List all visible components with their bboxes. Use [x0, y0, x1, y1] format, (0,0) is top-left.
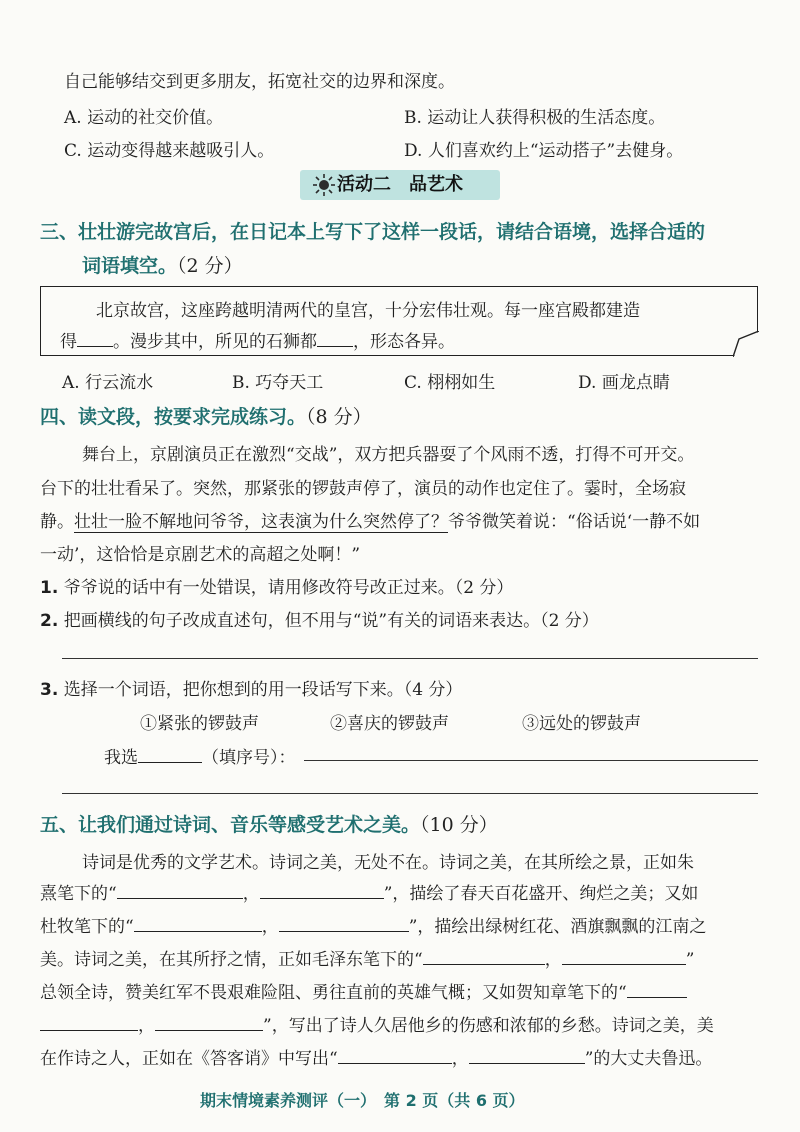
q5-score: （10 分）	[420, 814, 498, 836]
q5-line4	[40, 945, 694, 970]
diary-text-c: ，形态各异。	[353, 332, 455, 352]
q4-pick-blank[interactable]	[138, 746, 202, 763]
q4-item2-text: 把画横线的句子改成直述句，但不用与“说”有关的词语来表达。（2 分）	[63, 611, 599, 631]
q3-title-line2	[82, 251, 243, 278]
diary-blank-2[interactable]	[317, 330, 353, 347]
diary-text-b: 。漫步其中，所见的石狮都	[113, 332, 317, 352]
q4-item1	[40, 573, 513, 598]
q5-line7-a: 在作诗之人，正如在《答客诮》中写出“	[40, 1049, 338, 1069]
answer-line-q4-3a[interactable]	[304, 760, 758, 761]
q5-line3	[40, 912, 706, 937]
q3-option-b: B. 巧夺天工	[232, 373, 324, 393]
q5-line2-a: 熹笔下的“	[40, 884, 117, 904]
page-footer: 期末情境素养测评（一） 第 2 页（共 6 页）	[200, 1091, 525, 1110]
q4-title-text: 四、读文段，按要求完成练习。	[40, 406, 307, 428]
q5-line7-b: ，	[451, 1049, 469, 1069]
q5-line5-a: 总领全诗，赞美红军不畏艰难险阻、勇往直前的英雄气概；又如贺知章笔下的“	[40, 983, 627, 1003]
q4-item1-num: 1.	[40, 578, 59, 598]
q4-pick-row	[104, 743, 296, 768]
q5-line2	[40, 879, 698, 904]
q4-para-line4: 一动’，这恰恰是京剧艺术的高超之处啊！”	[40, 545, 361, 565]
poem-blank-7b[interactable]	[40, 1014, 138, 1031]
q5-line3-b: ，	[261, 917, 279, 937]
q4-score: （8 分）	[306, 406, 372, 428]
q5-line1: 诗词是优秀的文学艺术。诗词之美，无处不在。诗词之美，在其所绘之景，正如朱	[82, 853, 694, 873]
q3-option-d: D. 画龙点睛	[578, 373, 670, 393]
q5-line3-a: 杜牧笔下的“	[40, 917, 134, 937]
q5-line2-b: ，	[242, 884, 260, 904]
q4-pick-label: 我选	[104, 748, 138, 768]
diary-blank-1[interactable]	[77, 330, 113, 347]
underlined-sentence: 壮壮一脸不解地问爷爷，这表演为什么突然停了？	[74, 512, 448, 532]
page-fold-icon	[733, 331, 759, 357]
diary-line2	[60, 327, 455, 352]
q4-item3-text: 选择一个词语，把你想到的用一段话写下来。（4 分）	[63, 680, 463, 700]
q4-pick-hint: （填序号）：	[202, 748, 296, 768]
q4-item3-num: 3.	[40, 680, 59, 700]
poem-blank-7a[interactable]	[627, 981, 687, 998]
q5-line5	[40, 978, 687, 1003]
q5-line4-a: 美。诗词之美，在其所抒之情，正如毛泽东笔下的“	[40, 950, 423, 970]
poem-blank-6[interactable]	[562, 948, 686, 965]
answer-line-q4-2[interactable]	[62, 658, 758, 659]
q4-choice-1: ①紧张的锣鼓声	[140, 714, 259, 734]
q4-choice-2: ②喜庆的锣鼓声	[330, 714, 449, 734]
q4-para-line1: 舞台上，京剧演员正在激烈“交战”，双方把兵器耍了个风雨不透，打得不可开交。	[82, 445, 695, 465]
q4-para-line2: 台下的壮壮看呆了。突然，那紧张的锣鼓声停了，演员的动作也定住了。霎时，全场寂	[40, 479, 686, 499]
q5-line4-b: ，	[544, 950, 562, 970]
answer-line-q4-3b[interactable]	[62, 793, 758, 794]
q5-title-text: 五、让我们通过诗词、音乐等感受艺术之美。	[40, 814, 421, 836]
q4-para-line3	[40, 507, 700, 532]
diary-line1: 北京故宫，这座跨越明清两代的皇宫，十分宏伟壮观。每一座宫殿都建造	[96, 301, 640, 321]
q5-line7	[40, 1044, 712, 1069]
q5-line3-c: ”，描绘出绿树红花、酒旗飘飘的江南之	[408, 917, 707, 937]
q4-item3	[40, 675, 462, 700]
q4-title	[40, 402, 372, 429]
q4-item2	[40, 606, 599, 631]
q5-line2-c: ”，描绘了春天百花盛开、绚烂之美；又如	[383, 884, 699, 904]
q5-line4-c: ”	[685, 950, 695, 970]
option-b: B. 运动让人获得积极的生活态度。	[404, 108, 666, 128]
option-c: C. 运动变得越来越吸引人。	[64, 141, 275, 161]
poem-blank-10[interactable]	[469, 1047, 585, 1064]
option-a: A. 运动的社交价值。	[64, 108, 224, 128]
poem-blank-5[interactable]	[423, 948, 545, 965]
option-d: D. 人们喜欢约上“运动搭子”去健身。	[404, 141, 684, 161]
q4-item2-num: 2.	[40, 611, 59, 631]
q3-title-line1: 三、壮壮游完故宫后，在日记本上写下了这样一段话，请结合语境，选择合适的	[40, 221, 706, 243]
q4-para-line3-c: 爷爷微笑着说：“俗话说‘一静不如	[448, 512, 701, 532]
banner-title: 活动二 品艺术	[337, 174, 463, 195]
q5-line6-a: ，	[138, 1016, 155, 1036]
poem-blank-3[interactable]	[134, 915, 262, 932]
q3-title-text: 词语填空。	[82, 255, 178, 277]
q5-line6	[40, 1011, 714, 1036]
q5-title	[40, 810, 498, 837]
diary-text-a: 得	[60, 332, 77, 352]
activity-banner	[300, 170, 500, 200]
q3-score: （2 分）	[177, 255, 243, 277]
q3-option-a: A. 行云流水	[62, 373, 154, 393]
q5-line7-c: ”的大丈夫鲁迅。	[584, 1049, 713, 1069]
poem-blank-8[interactable]	[155, 1014, 263, 1031]
carryover-line: 自己能够结交到更多朋友，拓宽社交的边界和深度。	[64, 72, 455, 92]
poem-blank-4[interactable]	[279, 915, 409, 932]
q4-item1-text: 爷爷说的话中有一处错误，请用修改符号改正过来。（2 分）	[63, 578, 514, 598]
q5-line6-b: ”，写出了诗人久居他乡的伤感和浓郁的乡愁。诗词之美，美	[263, 1016, 714, 1036]
sun-icon	[312, 173, 336, 197]
poem-blank-2[interactable]	[260, 882, 384, 899]
q3-option-c: C. 栩栩如生	[404, 373, 496, 393]
poem-blank-9[interactable]	[338, 1047, 452, 1064]
poem-blank-1[interactable]	[117, 882, 243, 899]
q4-para-line3-a: 静。	[40, 512, 74, 532]
q4-choice-3: ③远处的锣鼓声	[522, 714, 641, 734]
